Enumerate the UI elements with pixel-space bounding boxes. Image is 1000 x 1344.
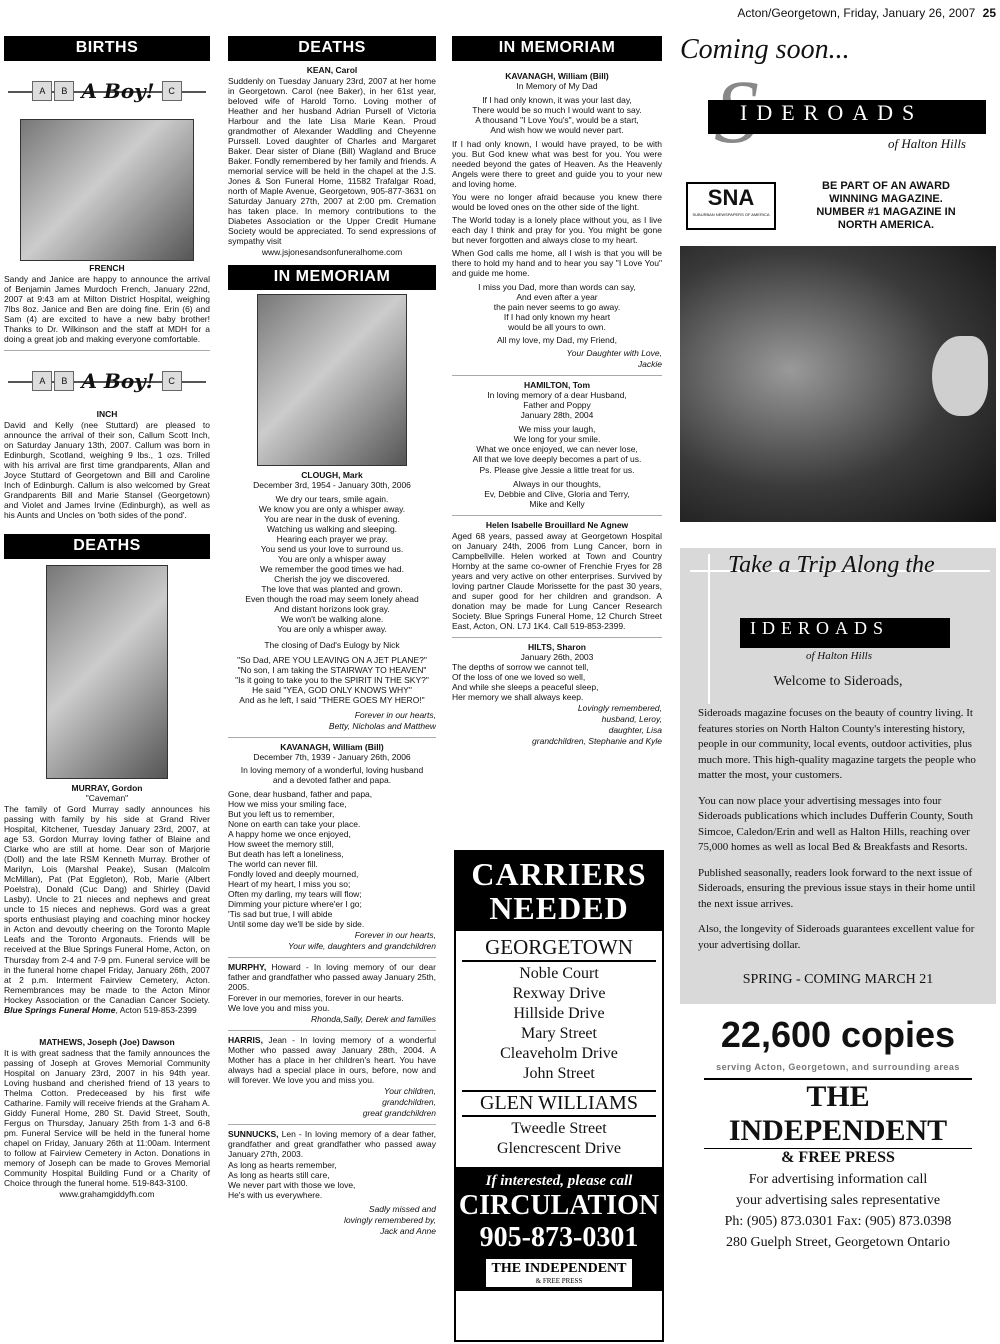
section-title-births: BIRTHS [4,36,210,61]
memoriam-name: HILTS, Sharon [528,641,586,652]
baby-block-icon: B [54,81,74,101]
memoriam-name: HAMILTON, Tom [523,380,591,391]
page-number: 25 [982,6,996,20]
sna-logo: SNA SUBURBAN NEWSPAPERS OF AMERICA [686,182,776,230]
obit-name: MURRAY, Gordon [71,783,143,794]
obit-name: MATHEWS, Joseph (Joe) Dawson [39,1036,175,1047]
independent-title: THE INDEPENDENT [704,1078,972,1149]
obit-name: KEAN, Carol [306,65,358,75]
town-georgetown: GEORGETOWN [462,935,656,962]
birth-text: David and Kelly (nee Stuttard) are pleased to announce the arrival of their son, Callum Scott Inch, on Saturday January 13th, 2007. Callum was born in Edinburgh, Scotland, weighing 9 lbs., 1 ozs. Trilled with his arrival are first time grandparents, Allan and Joyce Stuttard of Georgetown and Bill and Caroline Inch of Edinburgh. Callum is also welcomed by Great Grandparents Bill and Marie Stansel (Georgetown) and Violet and James Irvine (Edinburgh), as well as his Aunts and Uncles on 'both sides of the pond'. [4,420,210,521]
memoriam-name: KAVANAGH, William (Bill) [280,741,384,752]
baby-block-icon: C [162,81,182,101]
award-block: SNA SUBURBAN NEWSPAPERS OF AMERICA BE PART OF AN AWARD WINNING MAGAZINE. NUMBER #1 MAGAZINE IN NORTH AMERICA. [680,176,996,236]
baby-block-icon: B [54,371,74,391]
memoriam-dates: December 3rd, 1954 - January 30th, 2006 [253,480,411,491]
poem: We miss your laugh, We long for your smile. What we once enjoyed, we can never lose, All that we love deeply becomes a part of us. Ps. Please give Jessie a little treat for us. [472,424,642,475]
a-boy-banner [4,355,210,407]
serving-text: serving Acton, Georgetown, and surrounding areas [716,1062,960,1072]
page-header [737,6,996,20]
hummingbird-photo [680,246,996,522]
flower-image [932,336,988,416]
a-boy-banner [4,65,210,117]
copies-count: 22,600 copies [720,1014,956,1055]
sideroads-ad: Take a Trip Along the IDEROADS of Halton Hills Welcome to Sideroads, Sideroads magazine focuses on the beauty of country living. It features stories on North Halton County's interesting history, people in our community, local events, outdoor activities, plus much more. This high-quality magazine targets the people who matter the most, your customers. You can now place your advertising messages into four Sideroads publications which includes Dufferin County, South Simcoe, Caledon/Erin and well as Halton Hills, reaching over 75,000 homes as well as local Bed & Breakfasts and Resorts. Published seasonally, readers look forward to the next issue of Sideroads, ensuring the previous issue stays in their home until the next issue arrives. Also, the longevity of Sideroads guarantees excellent value for your advertising dollar. SPRING - COMING MARCH 21 [680,548,996,1004]
poem: I miss you Dad, more than words can say, And even after a year the pain never seems to go away. If I had only known my heart would be all yours to own. [478,282,636,333]
memoriam-entry: MURPHY, Howard - In loving memory of our dear father and grandfather who passed away January 25th, 2005. [228,961,436,992]
birth-name: INCH [96,409,118,420]
poem: If I had only known, it was your last day, There would be so much I would want to say. A thousand "I Love You's", would be a start, And wish how we would never part. [472,95,642,136]
mark-photo [257,294,407,466]
gordon-photo [46,565,168,779]
circulation-label: CIRCULATION [458,1190,660,1222]
dateline: Acton/Georgetown, Friday, January 26, 2007 [737,6,976,20]
sideroads-logo: IDEROADS of Halton Hills [680,74,996,164]
carriers-title: CARRIERS [471,856,647,892]
web-link[interactable]: www.grahamgiddyfh.com [59,1188,155,1199]
trip-heading: Take a Trip Along the [728,552,935,578]
baby-block-icon: A [32,371,52,391]
web-link[interactable]: www.jsjonesandsonfuneralhome.com [261,247,403,258]
memoriam-name: CLOUGH, Mark [301,470,363,481]
baby-block-icon: A [32,81,52,101]
memoriam-entry: SUNNUCKS, Len - In loving memory of a dear father, grandfather and great grandfather who passed away January 27th, 2003. [228,1129,436,1160]
needed-title: NEEDED [489,889,629,926]
column-births [4,36,210,1199]
poem: We dry our tears, smile again. We know you are only a whisper away. You are near in the dusk of evening. Watching us walking and sleeping. Hearing each prayer we pray. You send us your love to surround us. You are only a whisper away We remember the good times we had. Cherish the joy we discovered. The love that was planted and grown. Even though the road may seem lonely ahead And distant horizons look gray. We won't be walking alone. You are only a whisper away. [245,494,419,635]
street-list: Noble Court Rexway Drive Hillside Drive Mary Street Cleaveholm Drive John Street [500,965,618,1083]
circulation-phone: 905-873-0301 [479,1222,639,1254]
memoriam-entry: HARRIS, Jean - In loving memory of a wonderful Mother who passed away January 28th, 2004. A Mother has a place in her children's heart. You have always had a special place in ours, before, now and will forever. We love you and miss you. [228,1035,436,1086]
section-title-memoriam: IN MEMORIAM [452,36,662,61]
obit-text: The family of Gord Murray sadly announces his passing with family by his side at Grand River Hospital, Kitchener, Tuesday January 23rd, 2007, at age 53. Gordon Murray loving father of Blaine and Clarke who are still at home. Dear son of Marjorie (Doll) and the late RSM Kenneth Murray. Brother of Marilyn, Lois (Marshal Peake), Susan (Malcolm McMillan), Pat (Pat Eggleton), Rob, Marie (Albert Poelstra), Donald (Cuc Dang) and Shirley (David Lasby). Uncle to 21 nieces and nephews and great uncle to 15 nieces and nephews. Gord was a great sports enthusiast playing and coaching minor hockey in Acton and devoutly cheering on the Toronto Maple Leafs and the Toronto Argonauts. Friends will be received at the Blue Springs Funeral Home, Acton, on Thursday from 2-4 and 7-9 pm. Funeral service will be in the funeral home chapel Friday, January 26th, 2007 at 2 p.m. Interment Fairview Cemetery, Acton. Remembrances may be made to the Acton Minor Hockey Association or the Canadian Cancer Society. Blue Springs Funeral Home, Acton 519-853-2399 [4,804,210,1015]
poem: Gone, dear husband, father and papa, How we miss your smiling face, But you left us to remember, None on earth can take your place. A happy home we once enjoyed, How sweet the memory still, But death has left a loneliness, The world can never fill. Fondly loved and deeply mourned, Heart of my heart, I miss you so; Often my darling, my tears will flow; Dimming your picture where'er I go; 'Tis sad but true, I will abide Until some day we'll be side by side. [228,788,373,929]
eulogy-quote: "So Dad, ARE YOU LEAVING ON A JET PLANE?" "No son, I am taking the STAIRWAY TO HEAVEN" "Is it going to take you to the SPIRIT IN THE SKY?" He said "YEA, GOD ONLY KNOWS WHY" And as he left, I said "THERE GOES MY HERO!" [235,654,429,705]
section-title-deaths: DEATHS [228,36,436,61]
contact-info: For advertising information call your advertising sales representative Ph: (905) 873.0301 Fax: (905) 873.0398 280 Guelph Street, Georgetown Ontario [724,1172,952,1250]
column-memoriam: IN MEMORIAM KAVANAGH, William (Bill) In Memory of My Dad If I had only known, it was your last day, There would be so much I would want to say. A thousand "I Love You's", would be a start, And wish how we would never part. If I had only known, I would have prayed, to be with you. But God knew what was best for you. You were needed beyond the gates of Heaven. As the Heavenly Angels were there to greet and guide you to your new and loving home. You were no longer afraid because you knew there would be loved ones on the other side of the light. The World today is a lonely place without you, as I live each day I think and pray for you. You might be gone but never forgotten and always close to my heart. When God calls me home, all I wish is that you will be there to hold my hand and to hear you say "I Love You" and guide me home. I miss you Dad, more than words can say, And even after a year the pain never seems to go away. If I had only known my heart would be all yours to own. All my love, my Dad, my Friend, Your Daughter with Love, Jackie HAMILTON, Tom In loving memory of a dear Husband, Father and Poppy January 28th, 2004 We miss your laugh, We long for your smile. What we once enjoyed, we can never lose, All that we love deeply becomes a part of us. Ps. Please give Jessie a little treat for us. Always in our thoughts, Ev, Debbie and Clive, Gloria and Terry, Mike and Kelly Helen Isabelle Brouillard Ne Agnew Aged 68 years, passed away at Georgetown Hospital on January 24th, 2006 from Lung Cancer, born in Campbellville. Helen worked at Town and Country Hornby at the same co-owner of Frenchie Fryes for 28 years and very active on other enterprises. Survived by loving partner Claude Morissette for the past 30 years, and super good for her children and grandson. A donation may be made for Lung Cancer Research Society. Blue Springs Funeral Home, 12 Church Street East, Acton, ON. L7J 1K4. Call 519-853-2399. HILTS, Sharon January 26th, 2003 The depths of sorrow we cannot tell, Of the loss of one we loved so well, And while she sleeps a peaceful sleep, Her memory we shall always keep. Lovingly remembered, husband, Leroy, daughter, Lisa grandchildren, Stephanie and Kyle [452,36,662,747]
a-boy-label: A Boy! [81,369,155,394]
spring-text: SPRING - COMING MARCH 21 [742,972,934,987]
section-title-deaths: DEATHS [4,534,210,559]
town-glen-williams: GLEN WILLIAMS [462,1090,656,1117]
column-deaths: DEATHS KEAN, Carol Suddenly on Tuesday January 23rd, 2007 at her home in Georgetown. Carol (nee Baker), in her 61st year, beloved wife of Harold Torno. Loving mother of Heather and her husband Adrian Pursell of Victoria Harbour and the late Lisa Marie Kean. Proud grandmother of Alexander Waddling and Cheyenne Purssell. Loved daughter of Charles and Margaret Baker. Dear sister of Diane (Bill) Wagland and Bruce Baker. Fondly remembered by her family and friends. A memorial service will be held in the chapel at the J.S. Jones & Son Funeral Home, 11582 Trafalgar Road, north of Maple Avenue, Georgetown, 905-877-3631 on Saturday January 27th, 2007 at 2:00 pm. Cremation has taken place. In memory contributions to the Diabetes Association or the Upper Credit Humane Society would be appreciated. To send expressions of sympathy visit www.jsjonesandsonfuneralhome.com IN MEMORIAM CLOUGH, Mark December 3rd, 1954 - January 30th, 2006 We dry our tears, smile again. We know you are only a whisper away. You are near in the dusk of evening. Watching us walking and sleeping. Hearing each prayer we pray. You send us your love to surround us. You are only a whisper away We remember the good times we had. Cherish the joy we discovered. The love that was planted and grown. Even though the road may seem lonely ahead And distant horizons look gray. We won't be walking alone. You are only a whisper away. The closing of Dad's Eulogy by Nick "So Dad, ARE YOU LEAVING ON A JET PLANE?" "No son, I am taking the STAIRWAY TO HEAVEN" "Is it going to take you to the SPIRIT IN THE SKY?" He said "YEA, GOD ONLY KNOWS WHY" And as he left, I said "THERE GOES MY HERO!" Forever in our hearts, Betty, Nicholas and Matthew KAVANAGH, William (Bill) December 7th, 1939 - January 26th, 2006 In loving memory of a wonderful, loving husband and a devoted father and papa. Gone, dear husband, father and papa, How we miss your smiling face, But you left us to remember, None on earth can take your place. A happy home we once enjoyed, How sweet the memory still, But death has left a loneliness, The world can never fill. Fondly loved and deeply mourned, Heart of my heart, I miss you so; Often my darling, my tears will flow; Dimming your picture where'er I go; 'Tis sad but true, I will abide Until some day we'll be side by side. Forever in our hearts, Your wife, daughters and grandchildren MURPHY, Howard - In loving memory of our dear father and grandfather who passed away January 25th, 2005. Forever in our memories, forever in our hearts. We love you and miss you. Rhonda,Sally, Derek and families HARRIS, Jean - In loving memory of a wonderful Mother who passed away January 28th, 2004. A Mother has a place in her children's heart. You have always had a special place in ours, before, now and will forever. We love you and miss you. Your children, grandchildren, great grandchildren SUNNUCKS, Len - In loving memory of a dear father, grandfather and great grandfather who passed away January 27th, 2003. As long as hearts remember, As long as hearts still care, We never part with those we love, He's with us everywhere. Sadly missed and lovingly remembered by, Jack and Anne [228,36,436,1237]
birth-text: Sandy and Janice are happy to announce the arrival of Benjamin James Murdoch French, January 22nd, 2007 at 9:43 am at Milton District Hospital, weighing 7lbs 8oz. Janice and Ben are doing fine. Erin (6) and Sam (4) are excited to have a new baby brother! Thanks to Dr. Wilkinson and the staff at MDH for a doing a great job and making everyone comfortable. [4,274,210,345]
obit-text: Suddenly on Tuesday January 23rd, 2007 at her home in Georgetown. Carol (nee Baker), in her 61st year, beloved wife of Harold Torno. Loving mother of Heather and her husband Adrian Pursell of Victoria Harbour and the late Lisa Marie Kean. Proud grandmother of Alexander Waddling and Cheyenne Purssell. Loved daughter of Charles and Margaret Baker. Dear sister of Diane (Bill) Wagland and Bruce Baker. Fondly remembered by her family and friends. A memorial service will be held in the chapel at the J.S. Jones & Son Funeral Home, 11582 Trafalgar Road, north of Maple Avenue, Georgetown, 905-877-3631 on Saturday January 27th, 2007 at 2:00 pm. Cremation has taken place. In memory contributions to the Diabetes Association or the Upper Credit Humane Society would be appreciated. To send expressions of sympathy visit [228,76,436,247]
carriers-ad: CARRIERS NEEDED GEORGETOWN Noble Court Rexway Drive Hillside Drive Mary Street Cleaveholm Drive John Street GLEN WILLIAMS Tweedle Street Glencrescent Drive If interested, please call CIRCULATION 905-873-0301 THE INDEPENDENT & FREE PRESS [454,850,664,1342]
family-photo [20,119,194,261]
baby-block-icon: C [162,371,182,391]
welcome-text: Welcome to Sideroads, [773,674,903,689]
section-title-memoriam: IN MEMORIAM [228,265,436,290]
free-press-title: & FREE PRESS [781,1149,895,1166]
obit-nickname: "Caveman" [85,793,129,804]
obit-text: It is with great sadness that the family announces the passing of Joseph at Groves Memorial Community Hospital on January 23rd, 2007 in his 94th year. Loving husband and cherished friend of 13 years to Thelma Cotton. Predeceased by his first wife Catharine. Family will receive friends at the Graham A. Giddy Funeral Home, 280 St. David Street, South, Fergus on Thursday, January 25th from 1-3 and 6-8 pm. Funeral Service will be held in the funeral home chapel on Friday, January 26th at 11:00am. Interment to follow at Fairview Cemetery in Acton. Donations in memory of Joseph can be made to Groves Memorial Community Hospital Building Fund or a Charity of Choice through the funeral home. 519-843-3100. [4,1047,210,1188]
memoriam-name: Helen Isabelle Brouillard Ne Agnew [485,519,629,530]
street-list: Tweedle Street Glencrescent Drive [497,1120,621,1158]
eulogy-caption: The closing of Dad's Eulogy by Nick [264,639,400,650]
independent-logo: THE INDEPENDENT & FREE PRESS [486,1259,632,1287]
a-boy-label: A Boy! [81,79,155,103]
coming-soon: Coming soon... [680,34,850,65]
memoriam-name: KAVANAGH, William (Bill) [505,71,609,81]
birth-name: FRENCH [89,263,125,273]
column-sideroads [680,34,996,1253]
